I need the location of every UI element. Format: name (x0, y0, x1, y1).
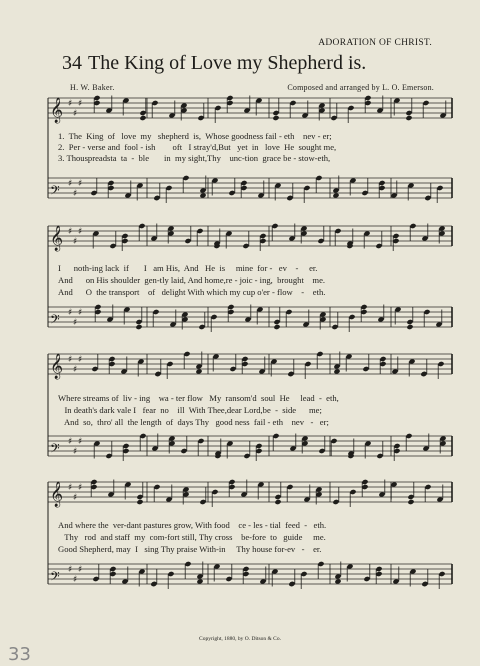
lyric-line: And on His shoulder gen-tly laid, And home,re - joic - ing, brought me. (58, 275, 326, 285)
sharp-icon: ♯ (73, 237, 78, 247)
sharp-icon: ♯ (68, 565, 73, 575)
sharp-icon: ♯ (73, 575, 78, 585)
sharp-icon: ♯ (73, 447, 78, 457)
hymn-title-text: The King of Love my Shepherd is. (88, 52, 367, 74)
sharp-icon: ♯ (68, 355, 73, 365)
bass-clef-icon: 𝄢 (50, 441, 60, 459)
sharp-icon: ♯ (78, 179, 83, 189)
sharp-icon: ♯ (78, 308, 83, 318)
treble-clef-icon: 𝄞 (50, 354, 64, 379)
sharp-icon: ♯ (73, 189, 78, 199)
lyric-line: In death's dark vale I fear no ill With Thee,dear Lord,be - side me; (58, 405, 322, 415)
bass-clef-icon: 𝄢 (50, 312, 60, 330)
note-head (274, 499, 281, 505)
composer-credit: Composed and arranged by L. O. Emerson. (287, 83, 434, 92)
note-head (273, 324, 280, 330)
note-head (406, 324, 413, 330)
sharp-icon: ♯ (68, 483, 73, 493)
note-head (405, 115, 412, 121)
lyric-line: 2. Per - verse and fool - ish oft I stray'd,But yet in love He sought me, (58, 142, 337, 152)
sharp-icon: ♯ (78, 227, 83, 237)
bass-clef-icon: 𝄢 (50, 183, 60, 201)
lyric-line: And O the transport of delight With which my cup o'er - flow - eth. (58, 287, 326, 297)
sharp-icon: ♯ (73, 318, 78, 328)
treble-clef-icon: 𝄞 (50, 482, 64, 507)
note-head (407, 499, 414, 505)
sharp-icon: ♯ (78, 355, 83, 365)
lyric-line: Thy rod and staff my com-fort still, Thy cross be-fore to guide me. (58, 532, 326, 542)
lyric-line: And so, thro' all the length of days Thy good ness fail - eth nev - er; (58, 417, 329, 427)
author-credit: H. W. Baker. (70, 83, 115, 92)
note-head (272, 115, 279, 121)
bass-clef-icon: 𝄢 (50, 569, 60, 587)
section-heading: ADORATION OF CHRIST. (318, 38, 432, 48)
lyric-line: 1. The King of love my shepherd is, Whose goodness fail - eth nev - er; (58, 131, 332, 141)
copyright-notice: Copyright, 1880, by O. Ditson & Co. (199, 636, 281, 642)
sharp-icon: ♯ (68, 179, 73, 189)
lyric-line: And where the ver-dant pastures grow, With food ce - les - tial feed - eth. (58, 520, 327, 530)
sharp-icon: ♯ (78, 99, 83, 109)
note-head (139, 115, 146, 121)
sharp-icon: ♯ (78, 437, 83, 447)
sharp-icon: ♯ (68, 99, 73, 109)
lyric-line: Good Shepherd, may I sing Thy praise With-in Thy house for-ev - er. (58, 544, 322, 554)
hymn-number: 34 (62, 52, 82, 74)
treble-clef-icon: 𝄞 (50, 98, 64, 123)
note-head (135, 324, 142, 330)
sharp-icon: ♯ (73, 365, 78, 375)
sharp-icon: ♯ (68, 437, 73, 447)
sharp-icon: ♯ (73, 493, 78, 503)
lyric-line: 3. Thouspreadsta ta - ble in my sight,Thy unc-tion grace be - stow-eth, (58, 153, 331, 163)
sharp-icon: ♯ (73, 109, 78, 119)
lyric-line: I noth-ing lack if I am His, And He is mine for - ev - er. (58, 263, 318, 273)
sharp-icon: ♯ (68, 227, 73, 237)
lyric-line: Where streams of liv - ing wa - ter flow My ransom'd soul He lead - eth, (58, 393, 339, 403)
handwritten-page-number: 33 (8, 644, 31, 665)
sharp-icon: ♯ (78, 483, 83, 493)
sharp-icon: ♯ (68, 308, 73, 318)
treble-clef-icon: 𝄞 (50, 226, 64, 251)
note-head (136, 499, 143, 505)
sharp-icon: ♯ (78, 565, 83, 575)
